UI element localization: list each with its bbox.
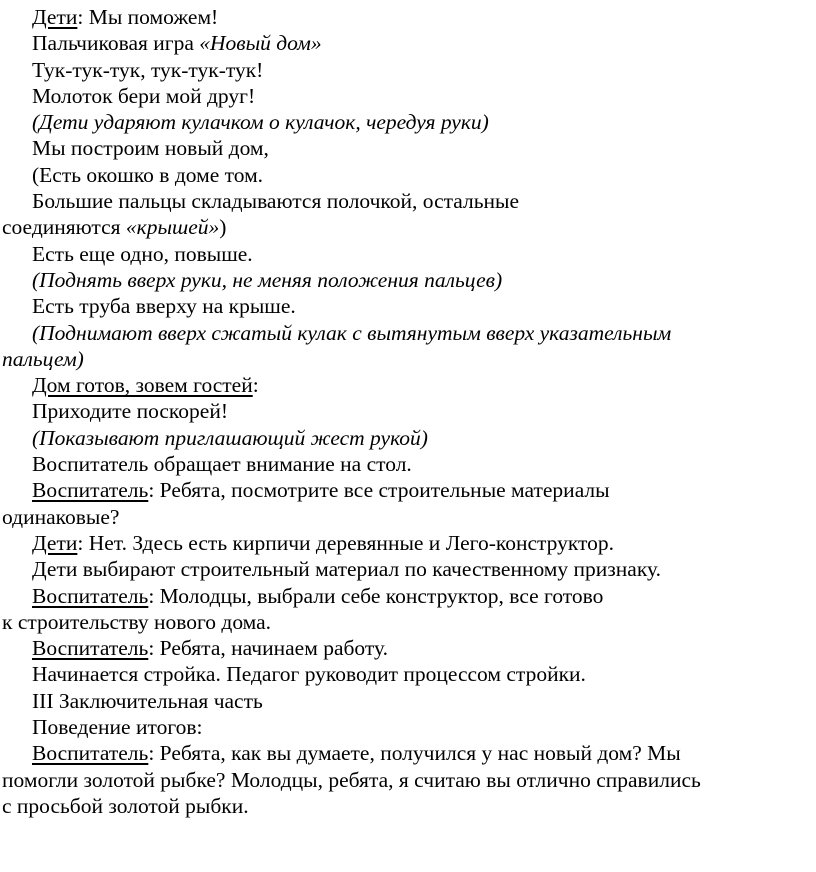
paragraph-line: к строительству нового дома. xyxy=(2,609,272,634)
paragraph-line: пальцем) xyxy=(2,346,84,371)
verse-line: (Есть окошко в доме том. xyxy=(32,162,264,187)
paragraph-line: одинаковые? xyxy=(2,504,120,529)
speaker-label: Воспитатель xyxy=(32,636,149,661)
paragraph-line: с просьбой золотой рыбки. xyxy=(2,793,249,818)
paragraph-line: соединяются xyxy=(2,215,126,240)
line-text: : Ребята, начинаем работу. xyxy=(148,636,388,661)
line-text: : xyxy=(252,373,259,398)
paragraph-line: Большие пальцы складываются полочкой, остальные xyxy=(32,189,520,214)
verse-line: Молоток бери мой друг! xyxy=(32,83,256,108)
stage-direction: (Показывают приглашающий жест рукой) xyxy=(32,425,428,450)
italic-quote: «крышей» xyxy=(125,215,220,240)
narration-line: Дети выбирают строительный материал по качественному признаку. xyxy=(32,557,661,582)
line-text: : Нет. Здесь есть кирпичи деревянные и Лего-конструктор. xyxy=(77,530,615,555)
dialogue-paragraph xyxy=(2,583,804,636)
narration-line: Начинается стройка. Педагог руководит процессом стройки. xyxy=(32,662,586,687)
speaker-label: Дети xyxy=(32,5,78,29)
narration-line: Воспитатель обращает внимание на стол. xyxy=(32,452,412,477)
underlined-phrase: Дом готов, зовем гостей xyxy=(32,373,253,398)
verse-line: Приходите поскорей! xyxy=(32,399,228,424)
section-heading: III Заключительная часть xyxy=(32,688,263,713)
dialogue-line xyxy=(2,4,804,30)
stage-direction: (Дети ударяют кулачком о кулачок, чередуя руки) xyxy=(32,110,489,135)
speaker-label: Воспитатель xyxy=(32,478,149,503)
paragraph-line-end: ) xyxy=(219,215,227,240)
line-text: Пальчиковая игра xyxy=(32,31,200,56)
speaker-label: Воспитатель xyxy=(32,583,149,608)
verse-line: Тук-тук-тук, тук-тук-тук! xyxy=(32,57,264,82)
instruction-paragraph xyxy=(2,188,804,241)
dialogue-paragraph xyxy=(2,477,804,530)
line-text: : Ребята, посмотрите все строительные материалы xyxy=(148,478,610,503)
verse-line xyxy=(2,372,804,398)
speaker-label: Дети xyxy=(32,530,78,555)
stage-direction: (Поднять вверх руки, не меняя положения пальцев) xyxy=(32,267,503,292)
narration-line: Поведение итогов: xyxy=(32,715,203,740)
line-text: : Ребята, как вы думаете, получился у нас новый дом? Мы xyxy=(148,741,681,766)
paragraph-line: помогли золотой рыбке? Молодцы, ребята, я считаю вы отлично справились xyxy=(2,767,701,792)
game-title-line xyxy=(2,30,804,56)
speaker-label: Воспитатель xyxy=(32,741,149,766)
line-text: : Молодцы, выбрали себе конструктор, все готово xyxy=(148,583,604,608)
line-text: : Мы поможем! xyxy=(77,5,219,29)
verse-line: Есть труба вверху на крыше. xyxy=(32,294,296,319)
stage-direction xyxy=(2,320,804,373)
verse-line: Есть еще одно, повыше. xyxy=(32,241,253,266)
dialogue-line xyxy=(2,635,804,661)
paragraph-line: (Поднимают вверх сжатый кулак с вытянутым вверх указательным xyxy=(32,320,672,345)
dialogue-line xyxy=(2,530,804,556)
verse-line: Мы построим новый дом, xyxy=(32,136,269,161)
dialogue-paragraph xyxy=(2,740,804,819)
game-title: «Новый дом» xyxy=(199,31,322,56)
